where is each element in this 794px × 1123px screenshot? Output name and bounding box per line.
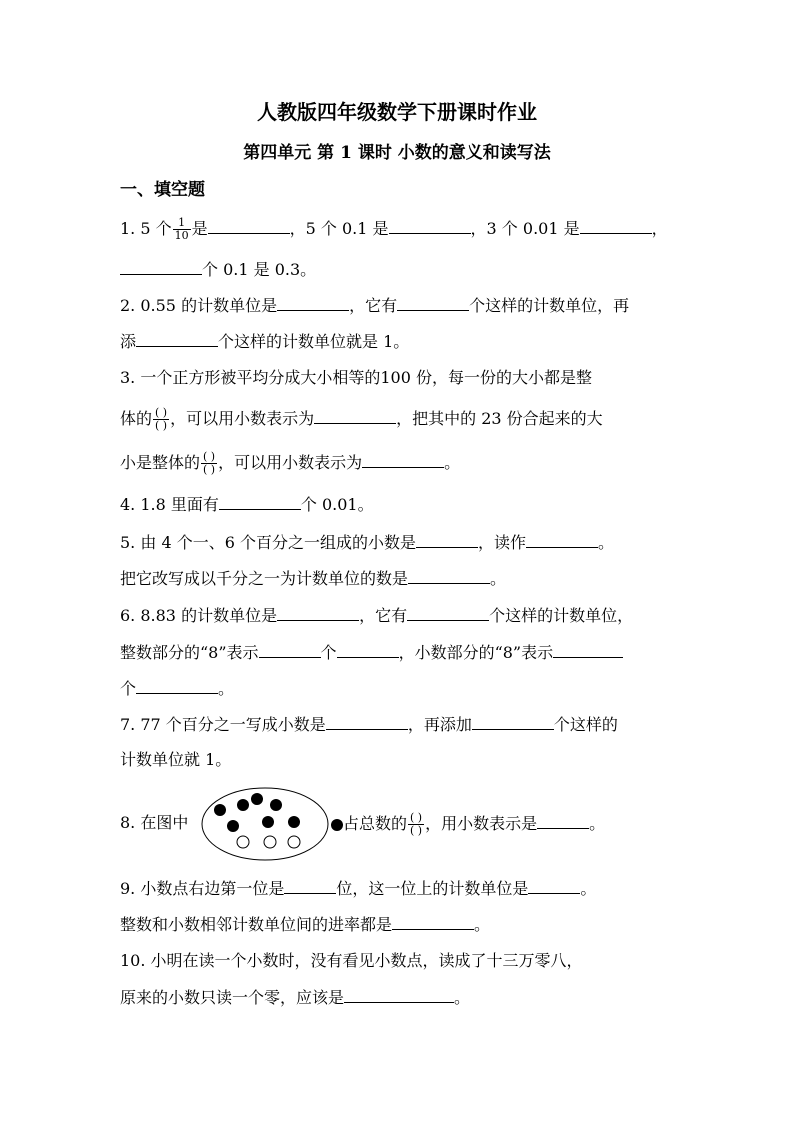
empty-dot-icon	[264, 836, 276, 848]
filled-dot-icon	[262, 816, 274, 828]
dots-ellipse-figure	[200, 786, 330, 862]
question-9-line-1: 9. 小数点右边第一位是 位，这一位上的计数单位是 。	[120, 876, 596, 901]
answer-blank[interactable]	[337, 640, 399, 658]
fraction-one-tenth: $\frac{1}{10}$	[174, 216, 189, 242]
answer-blank[interactable]	[528, 876, 580, 894]
answer-blank[interactable]	[580, 216, 652, 234]
answer-blank[interactable]	[314, 406, 396, 424]
question-3-line-1: 3. 一个正方形被平均分成大小相等的100 份，每一份的大小都是整	[120, 368, 592, 387]
answer-blank[interactable]	[219, 492, 301, 510]
question-3-line-3: 小是整体的 $\frac{( )}{( )}$ ，可以用小数表示为 。	[120, 450, 461, 476]
question-6-line-2: 整数部分的“8”表示 个 ，小数部分的“8”表示	[120, 640, 623, 665]
answer-blank[interactable]	[136, 329, 218, 347]
answer-blank[interactable]	[277, 293, 349, 311]
filled-dot-icon	[227, 820, 239, 832]
answer-blank[interactable]	[362, 450, 444, 468]
answer-blank[interactable]	[472, 712, 554, 730]
fraction-blank: $\frac{( )}{( )}$	[410, 811, 423, 837]
filled-dot-icon	[288, 816, 300, 828]
question-10-line-1: 10. 小明在读一个小数时，没有看见小数点，读成了十三万零八，	[120, 951, 583, 970]
question-1-line-2: 个 0.1 是 0.3。	[120, 257, 316, 282]
answer-blank[interactable]	[553, 640, 623, 658]
question-9-line-2: 整数和小数相邻计数单位间的进率都是 。	[120, 912, 490, 937]
fraction-blank: $\frac{( )}{( )}$	[203, 450, 216, 476]
page-title: 人教版四年级数学下册课时作业	[257, 100, 537, 124]
filled-dot-icon	[331, 819, 343, 831]
answer-blank[interactable]	[526, 530, 598, 548]
question-6-line-1: 6. 8.83 的计数单位是 ，它有 个这样的计数单位，	[120, 603, 633, 628]
answer-blank[interactable]	[397, 293, 469, 311]
fraction-blank: $\frac{( )}{( )}$	[155, 406, 168, 432]
empty-dot-icon	[288, 836, 300, 848]
answer-blank[interactable]	[344, 985, 454, 1003]
answer-blank[interactable]	[392, 912, 474, 930]
answer-blank[interactable]	[120, 257, 202, 275]
answer-blank[interactable]	[537, 811, 589, 829]
answer-blank[interactable]	[208, 216, 290, 234]
filled-dot-icon	[214, 804, 226, 816]
filled-dot-icon	[270, 799, 282, 811]
answer-blank[interactable]	[416, 530, 478, 548]
question-2-line-1: 2. 0.55 的计数单位是 ，它有 个这样的计数单位，再	[120, 293, 629, 318]
answer-blank[interactable]	[407, 603, 489, 621]
question-5-line-2: 把它改写成以千分之一为计数单位的数是 。	[120, 566, 506, 591]
section-heading: 一、填空题	[120, 180, 205, 200]
question-4-line-1: 4. 1.8 里面有 个 0.01。	[120, 492, 374, 517]
answer-blank[interactable]	[284, 876, 336, 894]
q1-text: 1. 5 个	[120, 219, 172, 238]
page-subtitle: 第四单元 第 1 课时 小数的意义和读写法	[243, 143, 551, 163]
question-7-line-1: 7. 77 个百分之一写成小数是 ，再添加 个这样的	[120, 712, 618, 737]
question-3-line-2: 体的 $\frac{( )}{( )}$ ，可以用小数表示为 ，把其中的 23 份合起来的大	[120, 406, 603, 432]
answer-blank[interactable]	[259, 640, 321, 658]
answer-blank[interactable]	[277, 603, 359, 621]
question-6-line-3: 个 。	[120, 676, 234, 701]
filled-dot-icon	[251, 793, 263, 805]
empty-dot-icon	[237, 836, 249, 848]
question-2-line-2: 添 个这样的计数单位就是 1。	[120, 329, 409, 354]
question-1-line-1: 1. 5 个 $\frac{1}{10}$ 是 ，5 个 0.1 是 ，3 个 0.01 是 ，	[120, 216, 668, 242]
answer-blank[interactable]	[136, 676, 218, 694]
question-7-line-2: 计数单位就 1。	[120, 750, 232, 769]
answer-blank[interactable]	[408, 566, 490, 584]
filled-dot-icon	[237, 799, 249, 811]
dots-group	[214, 793, 300, 848]
question-8-text-a: 8. 在图中	[120, 813, 189, 832]
answer-blank[interactable]	[326, 712, 408, 730]
question-8-text-b: 占总数的 $\frac{( )}{( )}$ ，用小数表示是 。	[331, 811, 605, 837]
answer-blank[interactable]	[389, 216, 471, 234]
question-10-line-2: 原来的小数只读一个零，应该是 。	[120, 985, 470, 1010]
question-5-line-1: 5. 由 4 个一、6 个百分之一组成的小数是 ，读作 。	[120, 530, 614, 555]
